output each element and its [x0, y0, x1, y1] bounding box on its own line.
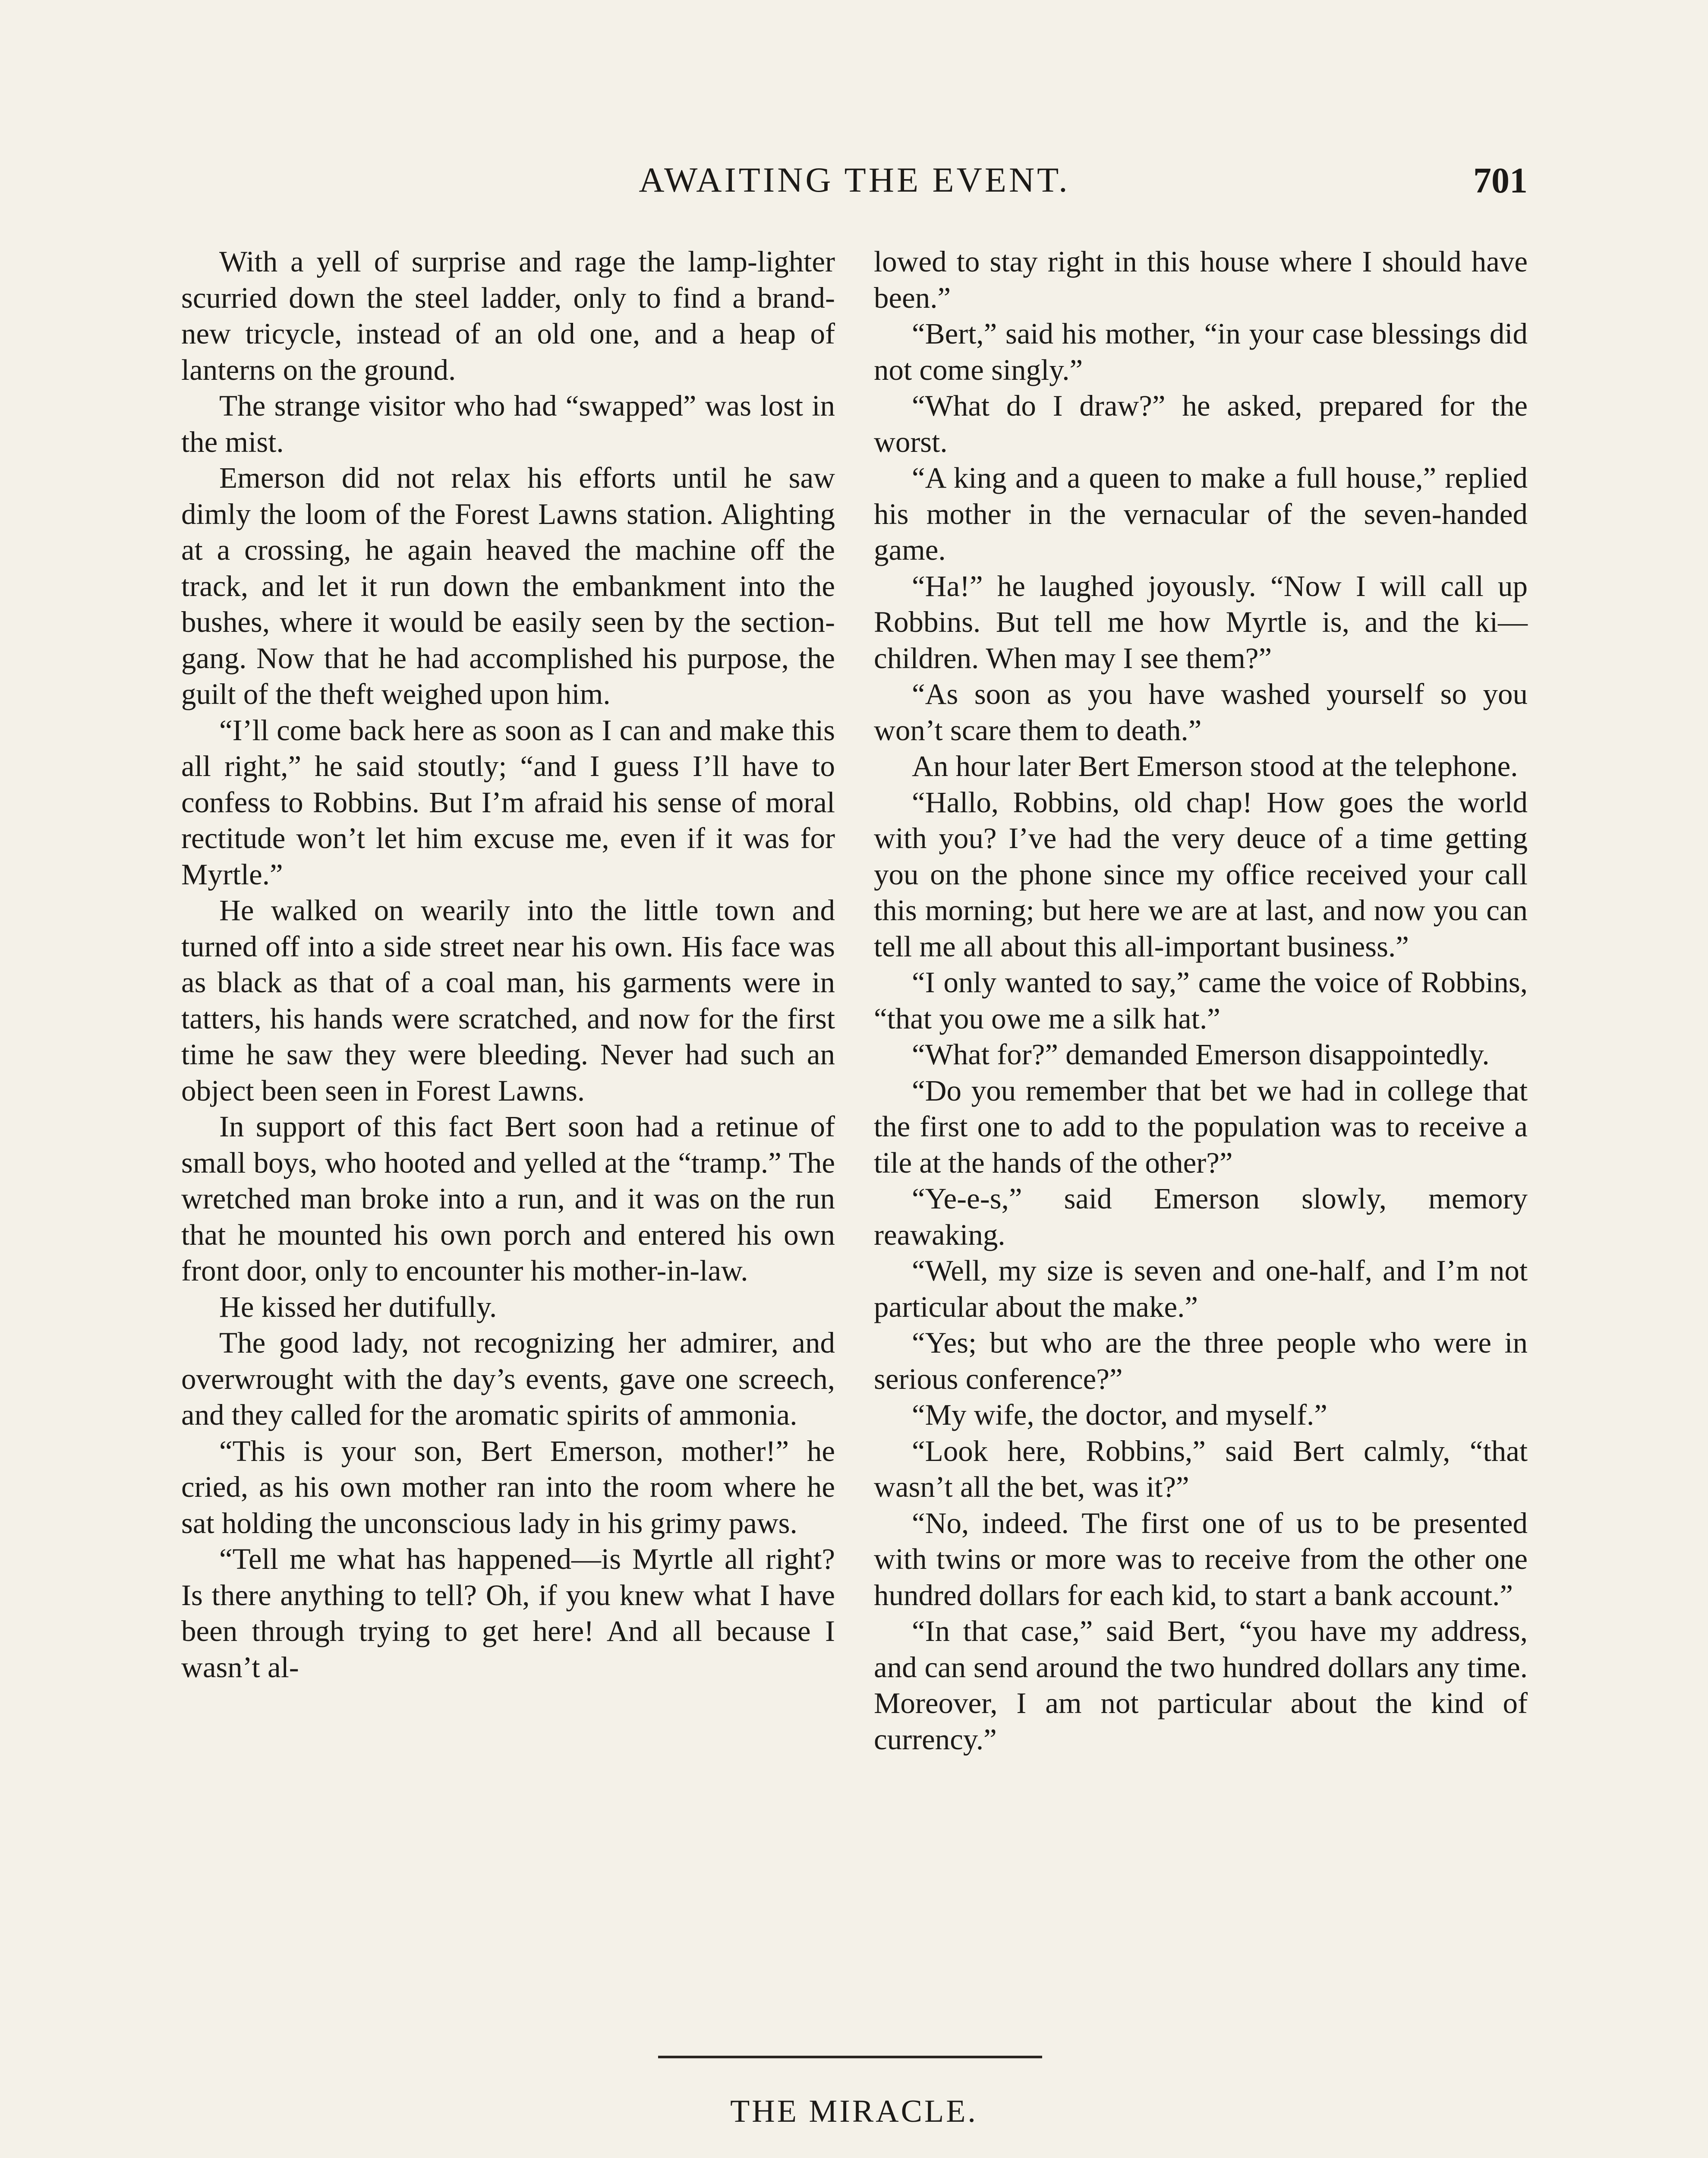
- page-header: [181, 160, 1528, 216]
- paragraph: “Well, my size is seven and one-half, and I’m not particular about the make.”: [874, 1254, 1528, 1323]
- paragraph: “I’ll come back here as soon as I can and make this all right,” he said stoutly; “and I guess I’ll have to confess to Robbins. But I’m afraid his sense of moral rectitude won’t let him excuse me, even if it was for Myrtle.”: [181, 713, 835, 891]
- paragraph: With a yell of surprise and rage the lamp-lighter scurried down the steel ladder, only to find a brand-new tricycle, instead of an old one, and a heap of lanterns on the ground.: [181, 245, 835, 386]
- paragraph: “Ye-e-s,” said Emerson slowly, memory reawaking.: [874, 1182, 1528, 1251]
- paragraph: “This is your son, Bert Emerson, mother!” he cried, as his own mother ran into the room where he sat holding the unconscious lady in his grimy paws.: [181, 1434, 835, 1540]
- paragraph: In support of this fact Bert soon had a retinue of small boys, who hooted and yelled at the “tramp.” The wretched man broke into a run, and it was on the run that he mounted his own porch and entered his own front door, only to encounter his mother-in-law.: [181, 1110, 835, 1287]
- paragraph: “Yes; but who are the three people who were in serious conference?”: [874, 1326, 1528, 1395]
- paragraph: “Ha!” he laughed joyously. “Now I will call up Robbins. But tell me how Myrtle is, and the ki—children. When may I see them?”: [874, 569, 1528, 675]
- right-column: [874, 244, 1528, 2022]
- paragraph: The good lady, not recognizing her admirer, and overwrought with the day’s events, gave one screech, and they called for the aromatic spirits of ammonia.: [181, 1326, 835, 1431]
- left-column: [181, 244, 835, 2022]
- paragraph: “Tell me what has happened—is Myrtle all right? Is there anything to tell? Oh, if you knew what I have been through trying to get here! And all because I wasn’t al-: [181, 1543, 835, 1684]
- paragraph: “As soon as you have washed yourself so you won’t scare them to death.”: [874, 678, 1528, 747]
- paragraph: He kissed her dutifully.: [219, 1290, 497, 1323]
- paragraph: “What for?” demanded Emerson disappointedly.: [912, 1038, 1490, 1071]
- paragraph: “A king and a queen to make a full house,” replied his mother in the vernacular of the seven-handed game.: [874, 461, 1528, 566]
- paragraph: “My wife, the doctor, and myself.”: [912, 1398, 1327, 1431]
- running-head: AWAITING THE EVENT.: [639, 160, 1070, 199]
- article-body: [181, 244, 1528, 2022]
- paragraph: “What do I draw?” he asked, prepared for the worst.: [874, 389, 1528, 458]
- paragraph: “I only wanted to say,” came the voice of Robbins, “that you owe me a silk hat.”: [874, 966, 1528, 1035]
- paragraph: “Bert,” said his mother, “in your case blessings did not come singly.”: [874, 317, 1528, 386]
- poem-title: THE MIRACLE.: [730, 2094, 978, 2129]
- paragraph: “Look here, Robbins,” said Bert calmly, “that wasn’t all the bet, was it?”: [874, 1434, 1528, 1503]
- page-number: 701: [1473, 161, 1528, 201]
- paragraph: “Do you remember that bet we had in college that the first one to add to the population was to receive a tile at the hands of the other?”: [874, 1074, 1528, 1179]
- paragraph: He walked on wearily into the little town and turned off into a side street near his own. His face was as black as that of a coal man, his garments were in tatters, his hands were scratched, and now for the first time he saw they were bleeding. Never had such an object been seen in Forest Lawns.: [181, 894, 835, 1107]
- paragraph: The strange visitor who had “swapped” was lost in the mist.: [181, 389, 835, 458]
- paragraph: An hour later Bert Emerson stood at the telephone.: [912, 750, 1518, 782]
- paragraph: lowed to stay right in this house where I should have been.”: [874, 245, 1528, 314]
- paragraph: “In that case,” said Bert, “you have my address, and can send around the two hundred dollars any time. Moreover, I am not particular about the kind of currency.”: [874, 1615, 1528, 1756]
- paragraph: “No, indeed. The first one of us to be presented with twins or more was to receive from the other one hundred dollars for each kid, to start a bank account.”: [874, 1506, 1528, 1612]
- section-divider: [658, 2056, 1042, 2058]
- paragraph: Emerson did not relax his efforts until he saw dimly the loom of the Forest Lawns station. Alighting at a crossing, he again heaved the machine off the track, and let it run down the embankment into the bushes, where it would be easily seen by the section-gang. Now that he had accomplished his purpose, the guilt of the theft weighed upon him.: [181, 461, 835, 710]
- paragraph: “Hallo, Robbins, old chap! How goes the world with you? I’ve had the very deuce of a time getting you on the phone since my office received your call this morning; but here we are at last, and now you can tell me all about this all-important business.”: [874, 786, 1528, 963]
